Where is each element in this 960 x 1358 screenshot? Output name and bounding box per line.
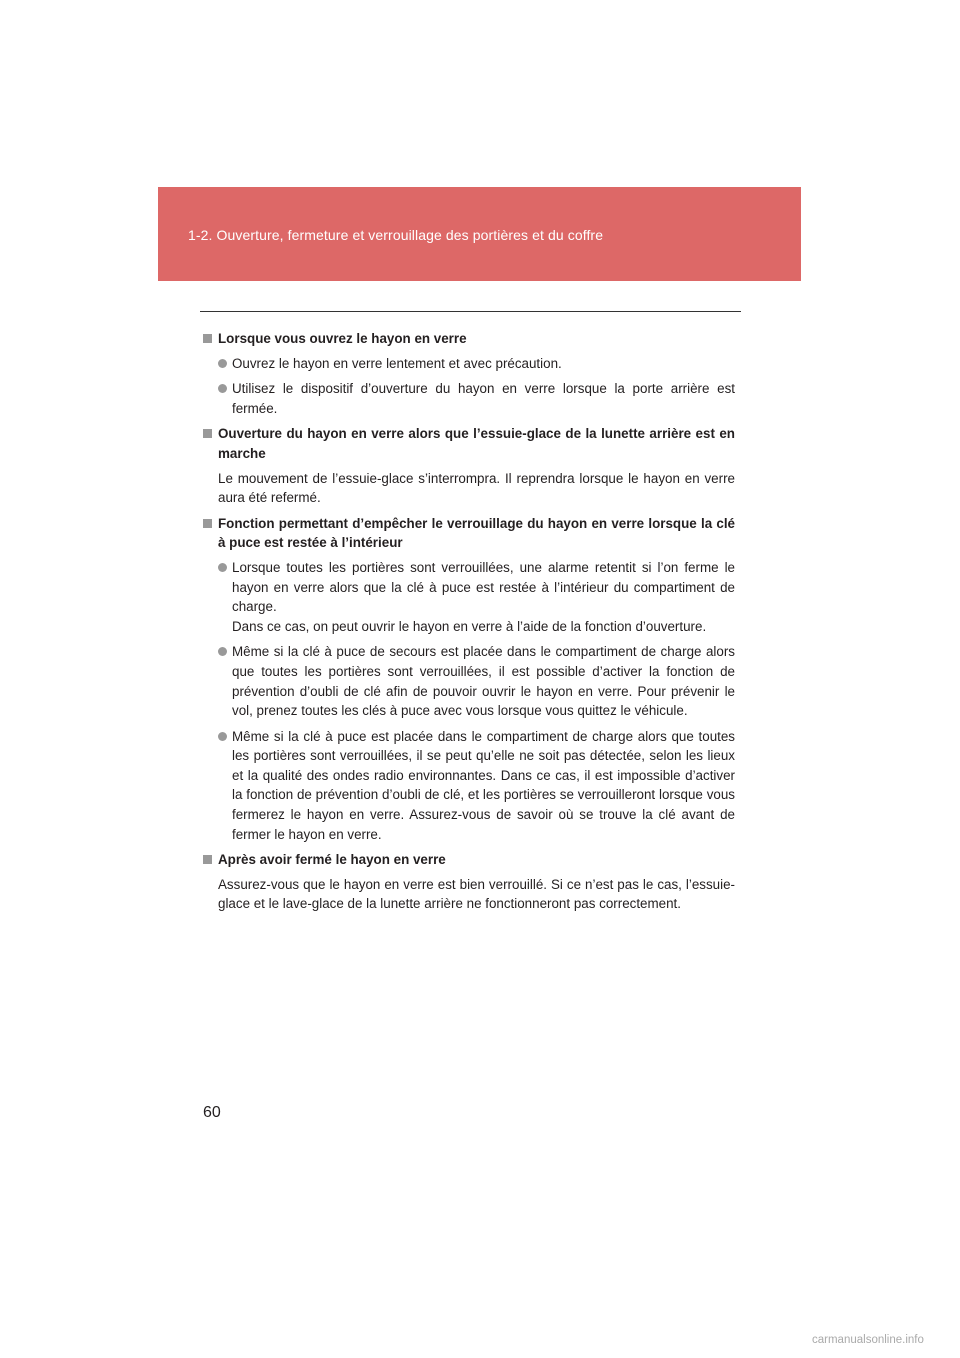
divider-rule [200, 311, 741, 312]
section-key-lockout-prevention [203, 514, 735, 845]
round-bullet-icon [218, 642, 232, 720]
page-content [203, 329, 735, 920]
list-item: Même si la clé à puce de secours est placée dans le compartiment de charge alors que toutes les portières sont verrouillées, il est possible d’activer la fonction de prévention d’oubli de clé afin de pouvoir ouvrir le hayon en verre. Pour prévenir le vol, prenez toutes les clés à puce avec vous lorsque vous quittez le véhicule. [218, 642, 735, 720]
square-bullet-icon [203, 850, 218, 870]
section-title: Après avoir fermé le hayon en verre [218, 852, 446, 868]
list-item: Ouvrez le hayon en verre lentement et avec précaution. [218, 354, 735, 374]
square-bullet-icon [203, 514, 218, 553]
page-number: 60 [203, 1104, 221, 1121]
round-bullet-icon [218, 379, 232, 418]
section-title: Lorsque vous ouvrez le hayon en verre [218, 331, 467, 346]
section-title: Ouverture du hayon en verre alors que l’essuie-glace de la lunette arrière est en marche [218, 426, 735, 461]
round-bullet-icon [218, 727, 232, 845]
section-after-closing [203, 850, 735, 914]
header-band [158, 187, 801, 281]
section-opening-glass-hatch [203, 329, 735, 418]
section-wiper-operating [203, 424, 735, 507]
square-bullet-icon [203, 424, 218, 463]
round-bullet-icon [218, 558, 232, 636]
section-title: Fonction permettant d’empêcher le verrouillage du hayon en verre lorsque la clé à puce est restée à l’intérieur [218, 515, 735, 551]
section-paragraph: Assurez-vous que le hayon en verre est bien verrouillé. Si ce n’est pas le cas, l’essuie-glace et le lave-glace de la lunette arrière ne fonctionneront pas correctement. [218, 876, 735, 912]
list-item: Utilisez le dispositif d’ouverture du hayon en verre lorsque la porte arrière est fermée. [218, 379, 735, 418]
list-item: Même si la clé à puce est placée dans le compartiment de charge alors que toutes les portières sont verrouillées, il se peut qu’elle ne soit pas détectée, selon les lieux et la qualité des ondes radio environnantes. Dans ce cas, il est impossible d’activer la fonction de prévention d’oubli de clé, et les portières se verrouilleront lorsque vous fermerez le hayon en verre. Assurez-vous de savoir où se trouve la clé avant de fermer le hayon en verre. [218, 727, 735, 845]
section-header-title: 1-2. Ouverture, fermeture et verrouillage des portières et du coffre [188, 227, 604, 243]
section-paragraph: Le mouvement de l’essuie-glace s’interrompra. Il reprendra lorsque le hayon en verre aura été refermé. [218, 470, 735, 506]
watermark: carmanualsonline.info [812, 1334, 924, 1346]
round-bullet-icon [218, 354, 232, 374]
square-bullet-icon [203, 329, 218, 349]
list-item: Lorsque toutes les portières sont verrouillées, une alarme retentit si l’on ferme le hayon en verre alors que la clé à puce est restée à l’intérieur du compartiment de charge. Dans ce cas, on peut ouvrir le hayon en verre à l’aide de la fonction d’ouverture. [218, 558, 735, 636]
